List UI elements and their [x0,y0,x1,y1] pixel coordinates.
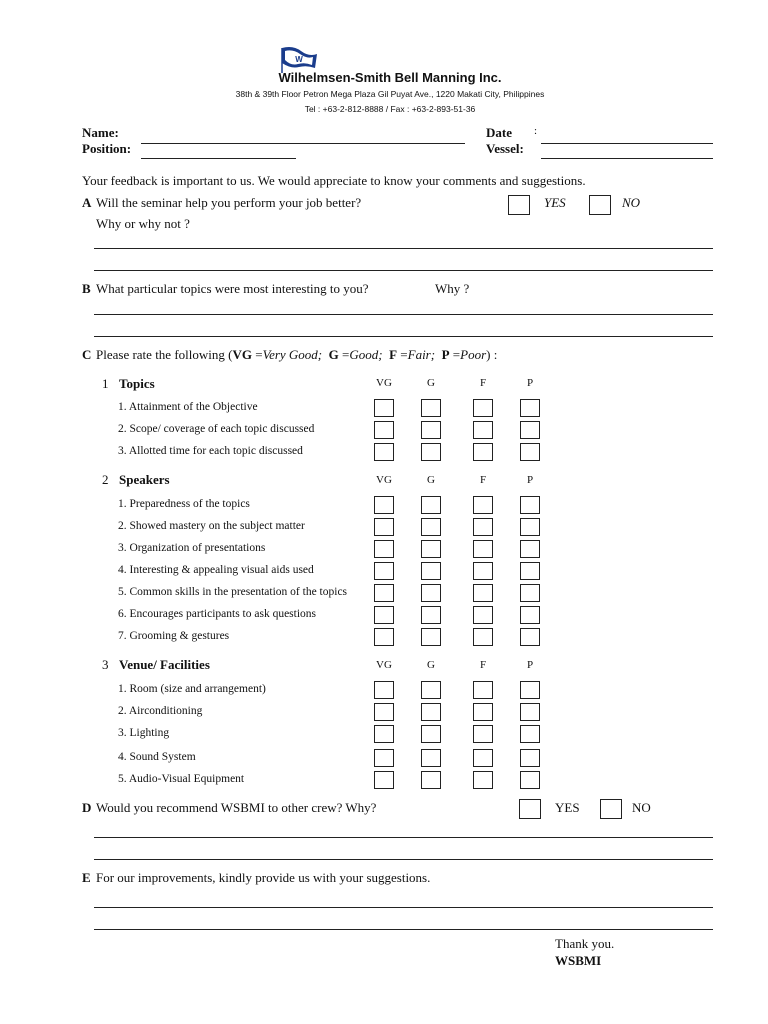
rating-f-checkbox[interactable] [473,496,493,514]
rating-p-checkbox[interactable] [520,518,540,536]
rating-vg-checkbox[interactable] [374,518,394,536]
section-d-no-label: NO [632,800,651,815]
rating-p-checkbox[interactable] [520,443,540,461]
section-b-why: Why ? [435,281,470,296]
company-contact: Tel : +63-2-812-8888 / Fax : +63-2-893-51-36 [304,104,476,114]
company-name: Wilhelmsen-Smith Bell Manning Inc. [278,70,502,85]
section-a-yes-label: YES [544,195,566,210]
group-3-number: 3 [102,657,109,672]
rating-p-checkbox[interactable] [520,749,540,767]
rating-f-checkbox[interactable] [473,540,493,558]
rating-g-checkbox[interactable] [421,628,441,646]
rating-f-checkbox[interactable] [473,703,493,721]
intro-text: Your feedback is important to us. We would appreciate to know your comments and suggestions. [82,173,586,188]
rating-g-checkbox[interactable] [421,421,441,439]
section-a-question: Will the seminar help you perform your job better? [96,195,362,210]
rating-g-checkbox[interactable] [421,518,441,536]
rating-f-checkbox[interactable] [473,606,493,624]
rating-p-checkbox[interactable] [520,703,540,721]
col-header-p: P [526,377,534,389]
rating-g-checkbox[interactable] [421,703,441,721]
col-header-vg: VG [376,377,392,389]
rating-f-checkbox[interactable] [473,562,493,580]
section-b-letter: B [82,281,91,296]
rating-p-checkbox[interactable] [520,540,540,558]
col-header-p: P [526,474,534,486]
section-a-letter: A [82,195,92,210]
rating-vg-checkbox[interactable] [374,540,394,558]
col-header-p: P [526,659,534,671]
thank-you-text: Thank you. [555,936,615,951]
section-a-no-label: NO [622,195,641,210]
rating-item: 6. Encourages participants to ask questions [118,608,317,620]
section-d-answer-line-1[interactable] [94,837,713,838]
rating-vg-checkbox[interactable] [374,443,394,461]
section-c-instructions: Please rate the following (VG =Very Good; G =Good; F =Fair; P =Poor) : [96,347,498,362]
section-e-answer-line-2[interactable] [94,929,713,930]
group-1-title: Topics [119,376,155,391]
rating-item: 4. Sound System [118,751,196,763]
rating-p-checkbox[interactable] [520,606,540,624]
col-header-f: F [479,377,487,389]
section-a-answer-line-1[interactable] [94,248,713,249]
rating-p-checkbox[interactable] [520,584,540,602]
rating-item: 1. Attainment of the Objective [118,401,258,413]
section-a-answer-line-2[interactable] [94,270,713,271]
rating-f-checkbox[interactable] [473,771,493,789]
rating-p-checkbox[interactable] [520,421,540,439]
rating-vg-checkbox[interactable] [374,399,394,417]
rating-vg-checkbox[interactable] [374,584,394,602]
rating-f-checkbox[interactable] [473,725,493,743]
signature-text: WSBMI [555,953,602,968]
rating-item: 1. Room (size and arrangement) [118,683,266,695]
rating-item: 5. Audio-Visual Equipment [118,773,245,785]
section-a-no-checkbox[interactable] [589,195,611,215]
rating-g-checkbox[interactable] [421,496,441,514]
rating-vg-checkbox[interactable] [374,606,394,624]
rating-f-checkbox[interactable] [473,443,493,461]
rating-p-checkbox[interactable] [520,562,540,580]
col-header-f: F [479,474,487,486]
vessel-label: Vessel: [486,141,524,156]
rating-g-checkbox[interactable] [421,681,441,699]
section-d-no-checkbox[interactable] [600,799,622,819]
rating-vg-checkbox[interactable] [374,496,394,514]
col-header-g: G [427,377,435,389]
rating-f-checkbox[interactable] [473,421,493,439]
rating-vg-checkbox[interactable] [374,681,394,699]
company-address: 38th & 39th Floor Petron Mega Plaza Gil Puyat Ave., 1220 Makati City, Philippines [235,89,545,99]
col-header-vg: VG [376,659,392,671]
rating-vg-checkbox[interactable] [374,749,394,767]
rating-f-checkbox[interactable] [473,749,493,767]
section-a-followup: Why or why not ? [96,216,190,231]
section-d-letter: D [82,800,92,815]
rating-vg-checkbox[interactable] [374,562,394,580]
position-field[interactable] [141,158,296,159]
section-b-answer-line-2[interactable] [94,336,713,337]
rating-g-checkbox[interactable] [421,606,441,624]
rating-p-checkbox[interactable] [520,771,540,789]
section-d-answer-line-2[interactable] [94,859,713,860]
section-e-letter: E [82,870,91,885]
rating-vg-checkbox[interactable] [374,703,394,721]
group-2-number: 2 [102,472,109,487]
position-label: Position: [82,141,132,156]
rating-vg-checkbox[interactable] [374,421,394,439]
rating-g-checkbox[interactable] [421,399,441,417]
section-b-answer-line-1[interactable] [94,314,713,315]
rating-item: 3. Lighting [118,727,170,739]
section-a-yes-checkbox[interactable] [508,195,530,215]
rating-g-checkbox[interactable] [421,771,441,789]
rating-g-checkbox[interactable] [421,584,441,602]
col-header-f: F [479,659,487,671]
rating-f-checkbox[interactable] [473,681,493,699]
rating-g-checkbox[interactable] [421,540,441,558]
col-header-vg: VG [376,474,392,486]
rating-g-checkbox[interactable] [421,749,441,767]
vessel-field[interactable] [541,158,713,159]
date-field[interactable] [541,143,713,144]
rating-f-checkbox[interactable] [473,584,493,602]
rating-vg-checkbox[interactable] [374,725,394,743]
rating-item: 4. Interesting & appealing visual aids used [118,564,314,576]
rating-p-checkbox[interactable] [520,399,540,417]
rating-item: 2. Showed mastery on the subject matter [118,520,305,532]
section-c-letter: C [82,347,92,362]
rating-item: 7. Grooming & gestures [118,630,230,642]
date-label: Date [486,125,512,140]
rating-p-checkbox[interactable] [520,725,540,743]
rating-item: 2. Airconditioning [118,705,203,717]
section-b-question: What particular topics were most interesting to you? [96,281,369,296]
rating-p-checkbox[interactable] [520,681,540,699]
name-field[interactable] [141,143,465,144]
rating-item: 2. Scope/ coverage of each topic discussed [118,423,315,435]
group-1-number: 1 [102,376,109,391]
section-d-question: Would you recommend WSBMI to other crew? Why? [96,800,377,815]
section-e-answer-line-1[interactable] [94,907,713,908]
group-3-title: Venue/ Facilities [119,657,210,672]
col-header-g: G [427,659,435,671]
section-e-question: For our improvements, kindly provide us with your suggestions. [96,870,431,885]
rating-f-checkbox[interactable] [473,399,493,417]
rating-vg-checkbox[interactable] [374,628,394,646]
rating-item: 3. Allotted time for each topic discussed [118,445,303,457]
group-2-title: Speakers [119,472,170,487]
rating-g-checkbox[interactable] [421,562,441,580]
rating-f-checkbox[interactable] [473,628,493,646]
rating-f-checkbox[interactable] [473,518,493,536]
rating-item: 3. Organization of presentations [118,542,266,554]
rating-item: 1. Preparedness of the topics [118,498,250,510]
svg-text:W: W [295,55,303,64]
rating-g-checkbox[interactable] [421,443,441,461]
rating-vg-checkbox[interactable] [374,771,394,789]
section-d-yes-checkbox[interactable] [519,799,541,819]
date-colon: : [534,125,538,137]
col-header-g: G [427,474,435,486]
rating-g-checkbox[interactable] [421,725,441,743]
section-d-yes-label: YES [555,800,580,815]
rating-p-checkbox[interactable] [520,496,540,514]
rating-item: 5. Common skills in the presentation of the topics [118,586,348,598]
name-label: Name: [82,125,119,140]
rating-p-checkbox[interactable] [520,628,540,646]
